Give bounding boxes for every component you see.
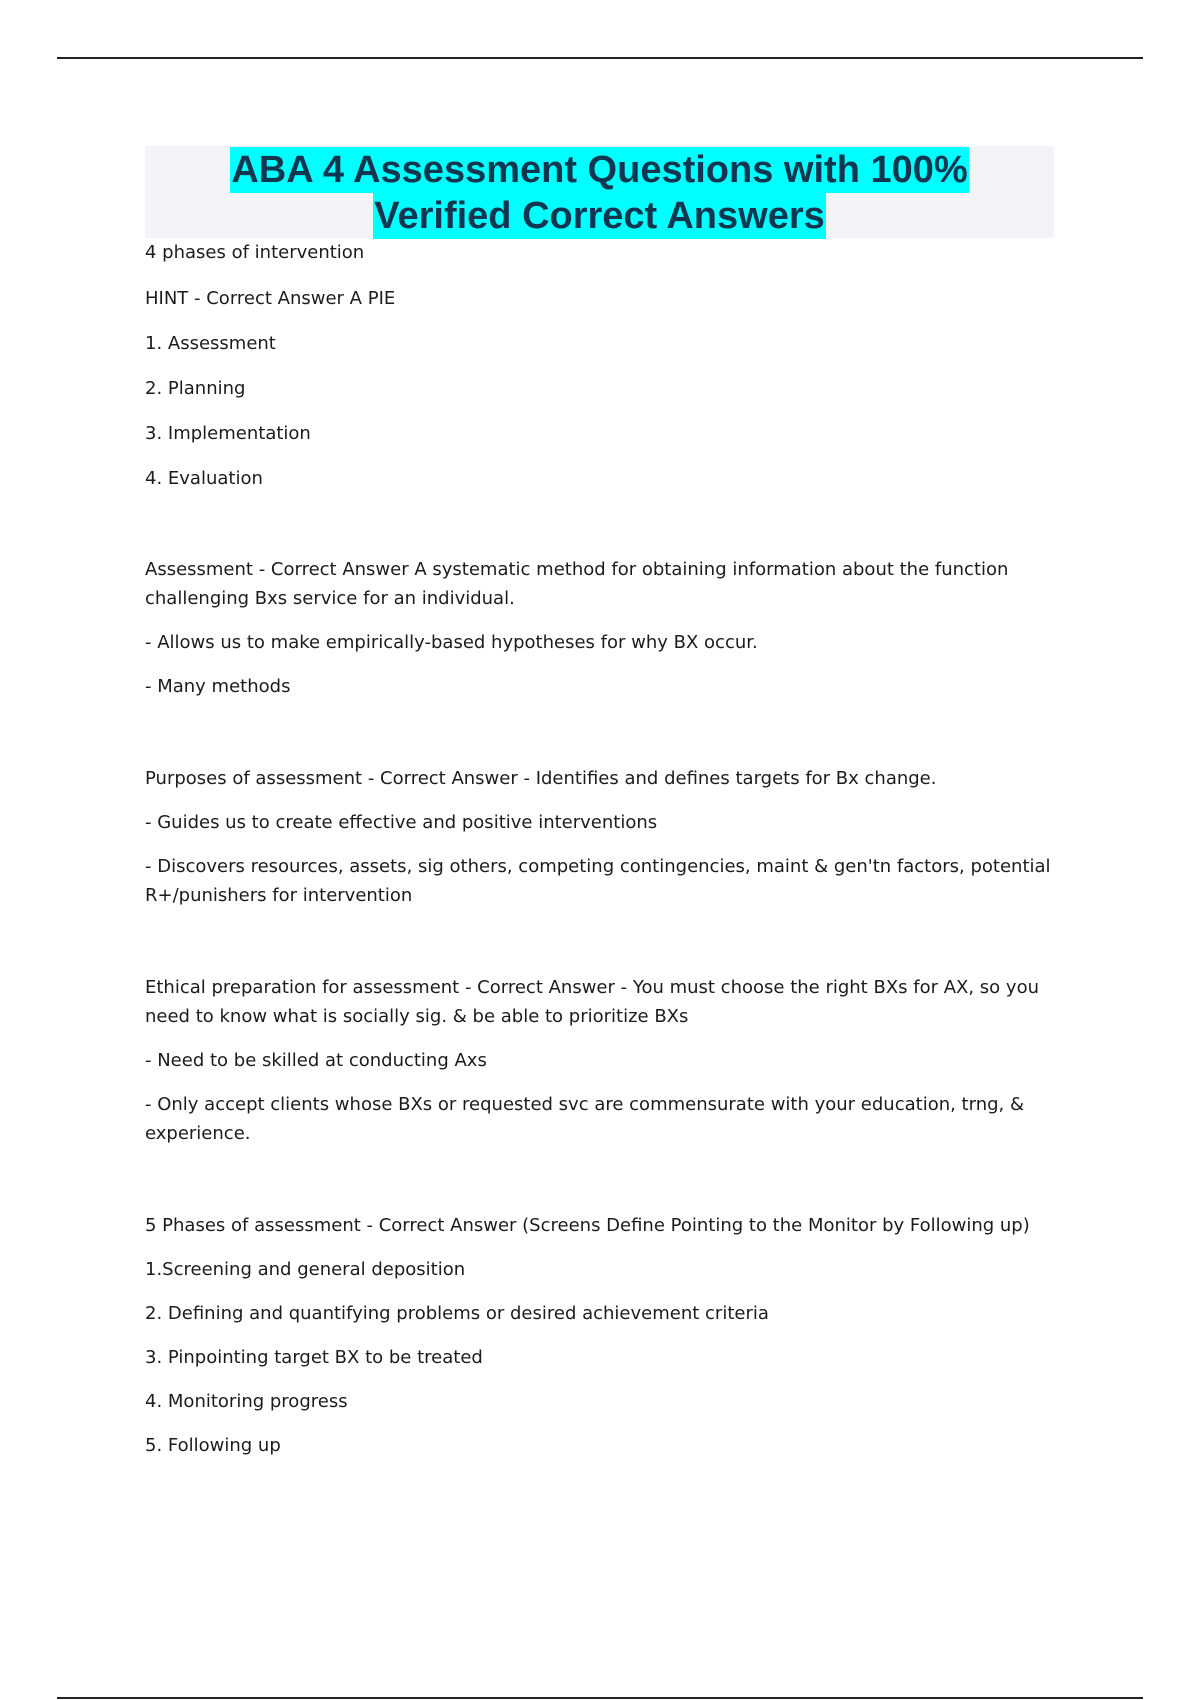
- entry-paragraph: Ethical preparation for assessment - Correct Answer - You must choose the right BXs for AX, so you need to know what is socially sig. & be able to prioritize BXs: [145, 977, 1039, 1027]
- document-title-line-1: ABA 4 Assessment Questions with 100%: [231, 149, 968, 191]
- document-body: [145, 146, 1054, 1460]
- entry-paragraph: - Allows us to make empirically-based hypotheses for why BX occur.: [145, 632, 758, 653]
- entry-paragraph: 3. Pinpointing target BX to be treated: [145, 1347, 483, 1368]
- intro-paragraph: 3. Implementation: [145, 423, 311, 444]
- entry-paragraph: - Need to be skilled at conducting Axs: [145, 1050, 487, 1071]
- intro-heading: 4 phases of intervention: [145, 242, 365, 263]
- qa-entry: [145, 764, 1054, 910]
- entry-paragraph: - Guides us to create effective and positive interventions: [145, 812, 658, 833]
- entry-paragraph: - Many methods: [145, 676, 291, 697]
- intro-paragraph: 4. Evaluation: [145, 468, 263, 489]
- entry-paragraph: 5 Phases of assessment - Correct Answer (Screens Define Pointing to the Monitor by Following up): [145, 1215, 1030, 1236]
- document-title-line-2: Verified Correct Answers: [374, 195, 825, 237]
- qa-entry: [145, 555, 1054, 701]
- entry-paragraph: 1.Screening and general deposition: [145, 1259, 466, 1280]
- qa-entry: [145, 973, 1054, 1148]
- intro-paragraph: 2. Planning: [145, 378, 246, 399]
- intro-paragraph: 1. Assessment: [145, 333, 276, 354]
- entry-paragraph: 4. Monitoring progress: [145, 1391, 348, 1412]
- entry-paragraph: Purposes of assessment - Correct Answer - Identifies and defines targets for Bx change.: [145, 768, 937, 789]
- entry-paragraph: - Discovers resources, assets, sig others, competing contingencies, maint & gen'tn factors, potential R+/punishers for intervention: [145, 856, 1051, 906]
- header-rule: [57, 57, 1143, 59]
- title-block: [145, 146, 1054, 238]
- qa-entry: [145, 1211, 1054, 1460]
- entry-paragraph: - Only accept clients whose BXs or requested svc are commensurate with your education, trng, & experience.: [145, 1094, 1025, 1144]
- intro-paragraph: HINT - Correct Answer A PIE: [145, 288, 396, 309]
- intro-section: [145, 238, 1054, 493]
- entry-paragraph: Assessment - Correct Answer A systematic method for obtaining information about the function challenging Bxs service for an individual.: [145, 559, 1009, 609]
- entry-paragraph: 2. Defining and quantifying problems or desired achievement criteria: [145, 1303, 769, 1324]
- entry-paragraph: 5. Following up: [145, 1435, 281, 1456]
- footer-rule: [57, 1697, 1143, 1699]
